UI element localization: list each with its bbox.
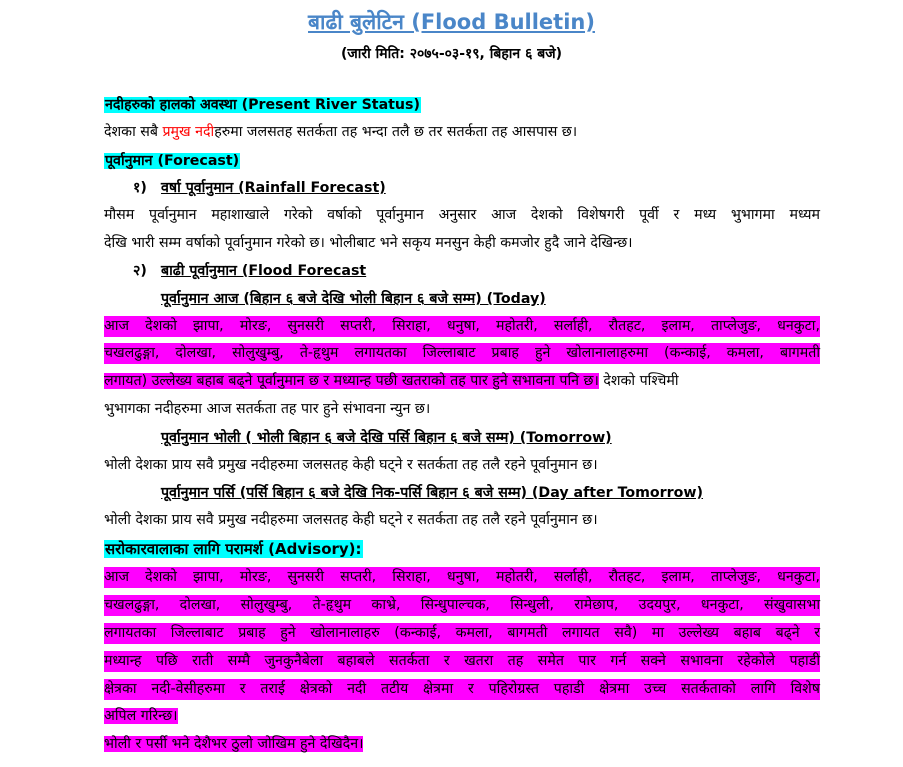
advisory-line-7: भोली र पर्सी भने देशैभर ठुलो जोखिम हुने देखिदैन। — [104, 736, 364, 752]
river-status-text-red: प्रमुख नदी — [162, 124, 215, 140]
rainfall-text-line-2: देखि भारी सम्म वर्षाको पूर्वानुमान गरेको छ। भोलीबाट भने सकृय मनसुन केही कमजोर हुदै जाने देखिन्छ। — [104, 235, 633, 251]
advisory-line-6: अपिल गरिन्छ। — [104, 708, 178, 724]
rainfall-number: १) — [133, 180, 147, 196]
rainfall-heading-line — [133, 178, 386, 199]
advisory-heading: सरोकारवालाका लागि परामर्श (Advisory): — [105, 540, 362, 558]
today-line-3 — [104, 371, 679, 392]
advisory-line-3: लगायतका जिल्लाबाट प्रबाह हुने खोलानालाहरु (कन्काई, कमला, बागमती लगायत सवै) मा उल्लेख्य बहाब बढ्ने र — [104, 623, 820, 644]
river-status-heading-line — [104, 95, 421, 116]
today-line-3-highlight: लगायत) उल्लेख्य बहाब बढ्ने पूर्वानुमान छ र मध्यान्ह पछी खतराको तह पार हुने सभावना पनि छ। — [104, 373, 599, 389]
river-status-text-a: देशका सबै — [104, 124, 163, 140]
today-line-2: चखलढुङ्गा, दोलखा, सोलुखुम्बु, ते-हृथुम लगायतका जिल्लाबाट प्रबाह हुने खोलानालाहरुमा (कन्काई, कमला, बागमती — [104, 343, 820, 364]
forecast-heading: पूर्वानुमान (Forecast) — [105, 153, 240, 169]
day-after-text: भोली देशका प्राय सवै प्रमुख नदीहरुमा जलसतह केही घट्ने र सतर्कता तह तलै रहने पूर्वानुमान छ। — [104, 512, 598, 528]
flood-number: २) — [133, 263, 147, 279]
flood-heading-line — [133, 261, 366, 282]
day-after-heading: पूर्वानुमान पर्सि (पर्सि बिहान ६ बजे देखि निक-पर्सि बिहान ६ बजे सम्म) (Day after Tomorrow) — [161, 485, 704, 501]
advisory-line-6-wrap — [104, 706, 178, 727]
advisory-line-2: चखलढुङ्गा, दोलखा, सोलुखुम्बु, ते-हृथुम काभ्रे, सिन्धुपाल्चक, सिन्धुली, रामेछाप, उदयपुर, धनकुटा, संखुवासभा — [104, 595, 820, 616]
advisory-line-1: आज देशको झापा, मोरङ, सुनसरी सप्तरी, सिराहा, धनुषा, महोतरी, सर्लाही, रौतहट, इलाम, ताप्लेजुङ, धनकुटा, — [104, 567, 820, 588]
today-line-1: आज देशको झापा, मोरङ, सुनसरी सप्तरी, सिराहा, धनुषा, महोतरी, सर्लाही, रौतहट, इलाम, ताप्लेजुङ, धनकुटा, — [104, 316, 820, 337]
advisory-heading-line — [104, 539, 363, 560]
flood-heading: बाढी पूर्वानुमान (Flood Forecast — [161, 263, 367, 279]
rainfall-text-line-1: मौसम पूर्वानुमान महाशाखाले गरेको वर्षाको पूर्वानुमान अनुसार आज देशको विशेषगरी पूर्वी र मध्य भुभागमा मध्यम — [104, 207, 820, 223]
today-line-3-plain: देशको पश्चिमी — [598, 373, 679, 389]
tomorrow-heading: पूर्वानुमान भोली ( भोली बिहान ६ बजे देखि पर्सि बिहान ६ बजे सम्म) (Tomorrow) — [161, 430, 612, 446]
river-status-text — [104, 122, 577, 143]
today-heading: पूर्वानुमान आज (बिहान ६ बजे देखि भोली बिहान ६ बजे सम्म) (Today) — [161, 291, 546, 307]
today-line-4: भुभागका नदीहरुमा आज सतर्कता तह पार हुने संभावना न्युन छ। — [104, 401, 431, 417]
advisory-line-5: क्षेत्रका नदी-वेसीहरुमा र तराई क्षेत्रको नदी तटीय क्षेत्रमा र पहिरोग्रस्त पहाडी क्षेत्रमा उच्च सतर्कताको लागि विशेष — [104, 679, 820, 700]
forecast-heading-line — [104, 151, 240, 172]
advisory-line-7-wrap — [104, 734, 363, 755]
advisory-line-4: मध्यान्ह पछि राती सम्मै जुनकुनैबेला बहाबले सतर्कता र खतरा तह समेत पार गर्न सक्ने सभावना रहेकोले पहाडी — [104, 651, 820, 672]
tomorrow-text: भोली देशका प्राय सवै प्रमुख नदीहरुमा जलसतह केही घट्ने र सतर्कता तह तलै रहने पूर्वानुमान छ। — [104, 457, 598, 473]
bulletin-title: बाढी बुलेटिन (Flood Bulletin) — [308, 10, 595, 34]
river-status-heading: नदीहरुको हालको अवस्था (Present River Status) — [105, 97, 420, 113]
river-status-text-b: हरुमा जलसतह सतर्कता तह भन्दा तलै छ तर सतर्कता तह आसपास छ। — [214, 124, 578, 140]
rainfall-heading: वर्षा पूर्वानुमान (Rainfall Forecast) — [161, 180, 386, 196]
issue-date: (जारी मिति: २०७५-०३-१९, बिहान ६ बजे) — [340, 46, 563, 62]
